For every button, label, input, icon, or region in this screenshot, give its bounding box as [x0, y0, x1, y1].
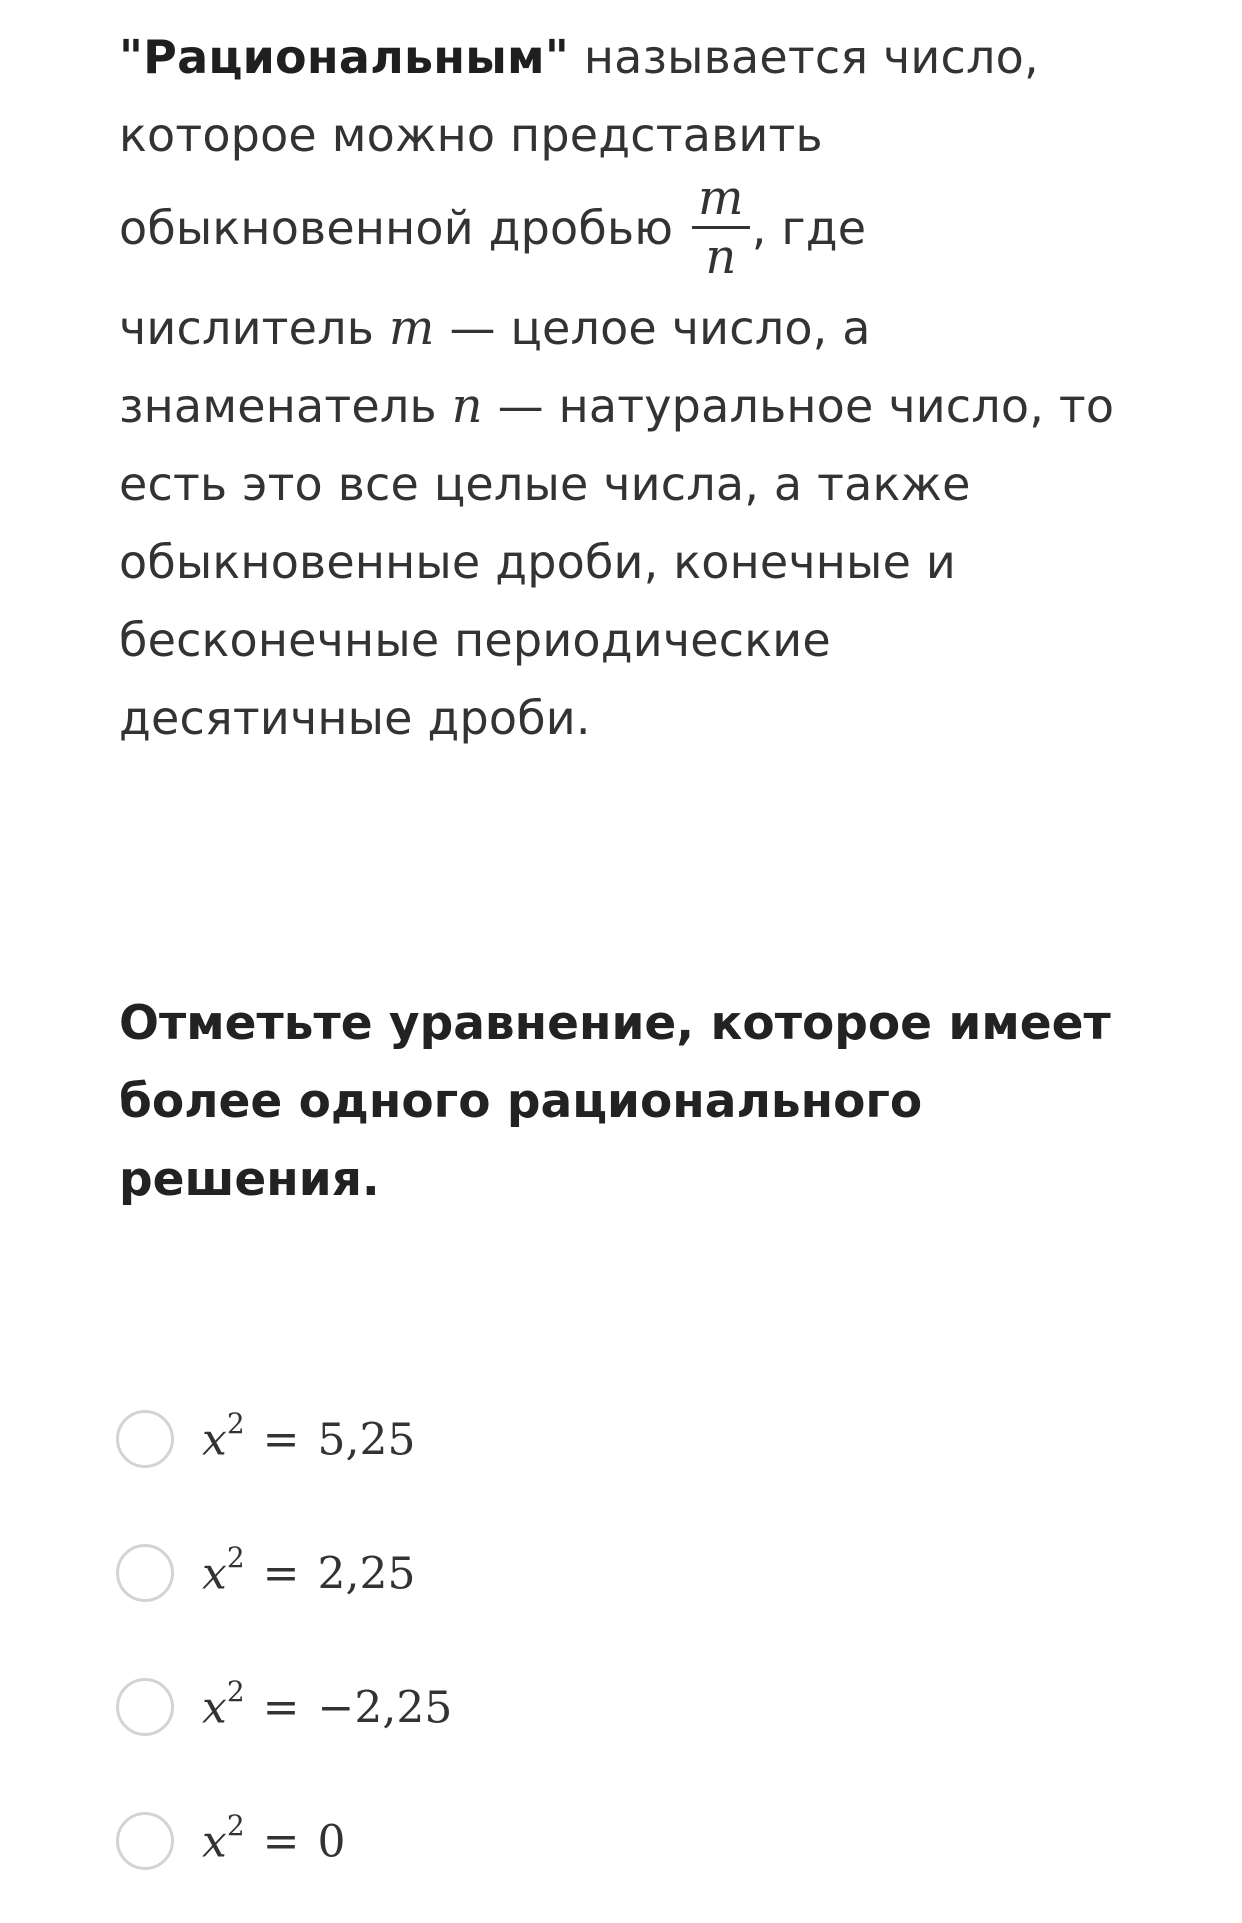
definition-part-2: , где числитель — [119, 201, 867, 355]
variable-m: m — [388, 300, 435, 356]
answer-options — [116, 1372, 1016, 1908]
answer-option-4[interactable] — [116, 1774, 1016, 1908]
definition-term: "Рациональным" — [119, 30, 569, 84]
answer-option-2[interactable] — [116, 1506, 1016, 1640]
definition-part-3: — целое число, а знаменатель — [119, 301, 871, 433]
definition-text — [119, 18, 1129, 757]
option-equation: $x^2 = 0$ — [202, 1808, 346, 1868]
answer-option-3[interactable] — [116, 1640, 1016, 1774]
fraction-numerator: m — [692, 170, 750, 229]
radio-button[interactable] — [116, 1410, 174, 1468]
radio-button[interactable] — [116, 1678, 174, 1736]
option-equation: $x^2 = 2,25$ — [202, 1540, 416, 1600]
definition-part-1: называется число, которое можно представить обыкновенной дробью — [119, 30, 1039, 255]
fraction-denominator: n — [705, 229, 737, 285]
answer-option-1[interactable] — [116, 1372, 1016, 1506]
theory-block — [119, 18, 1129, 757]
option-equation: $x^2 = 5,25$ — [202, 1406, 416, 1466]
radio-button[interactable] — [116, 1544, 174, 1602]
question-text: Отметьте уравнение, которое имеет более одного рационального решения. — [119, 996, 1111, 1207]
option-equation: $x^2 = -2,25$ — [202, 1674, 453, 1734]
variable-n: n — [451, 378, 483, 434]
fraction-m-over-n — [692, 170, 750, 285]
radio-button[interactable] — [116, 1812, 174, 1870]
definition-part-4: — натуральное число, то есть это все целые числа, а также обыкновенные дроби, конечные и бесконечные периодические десятичные дроби. — [119, 379, 1115, 745]
